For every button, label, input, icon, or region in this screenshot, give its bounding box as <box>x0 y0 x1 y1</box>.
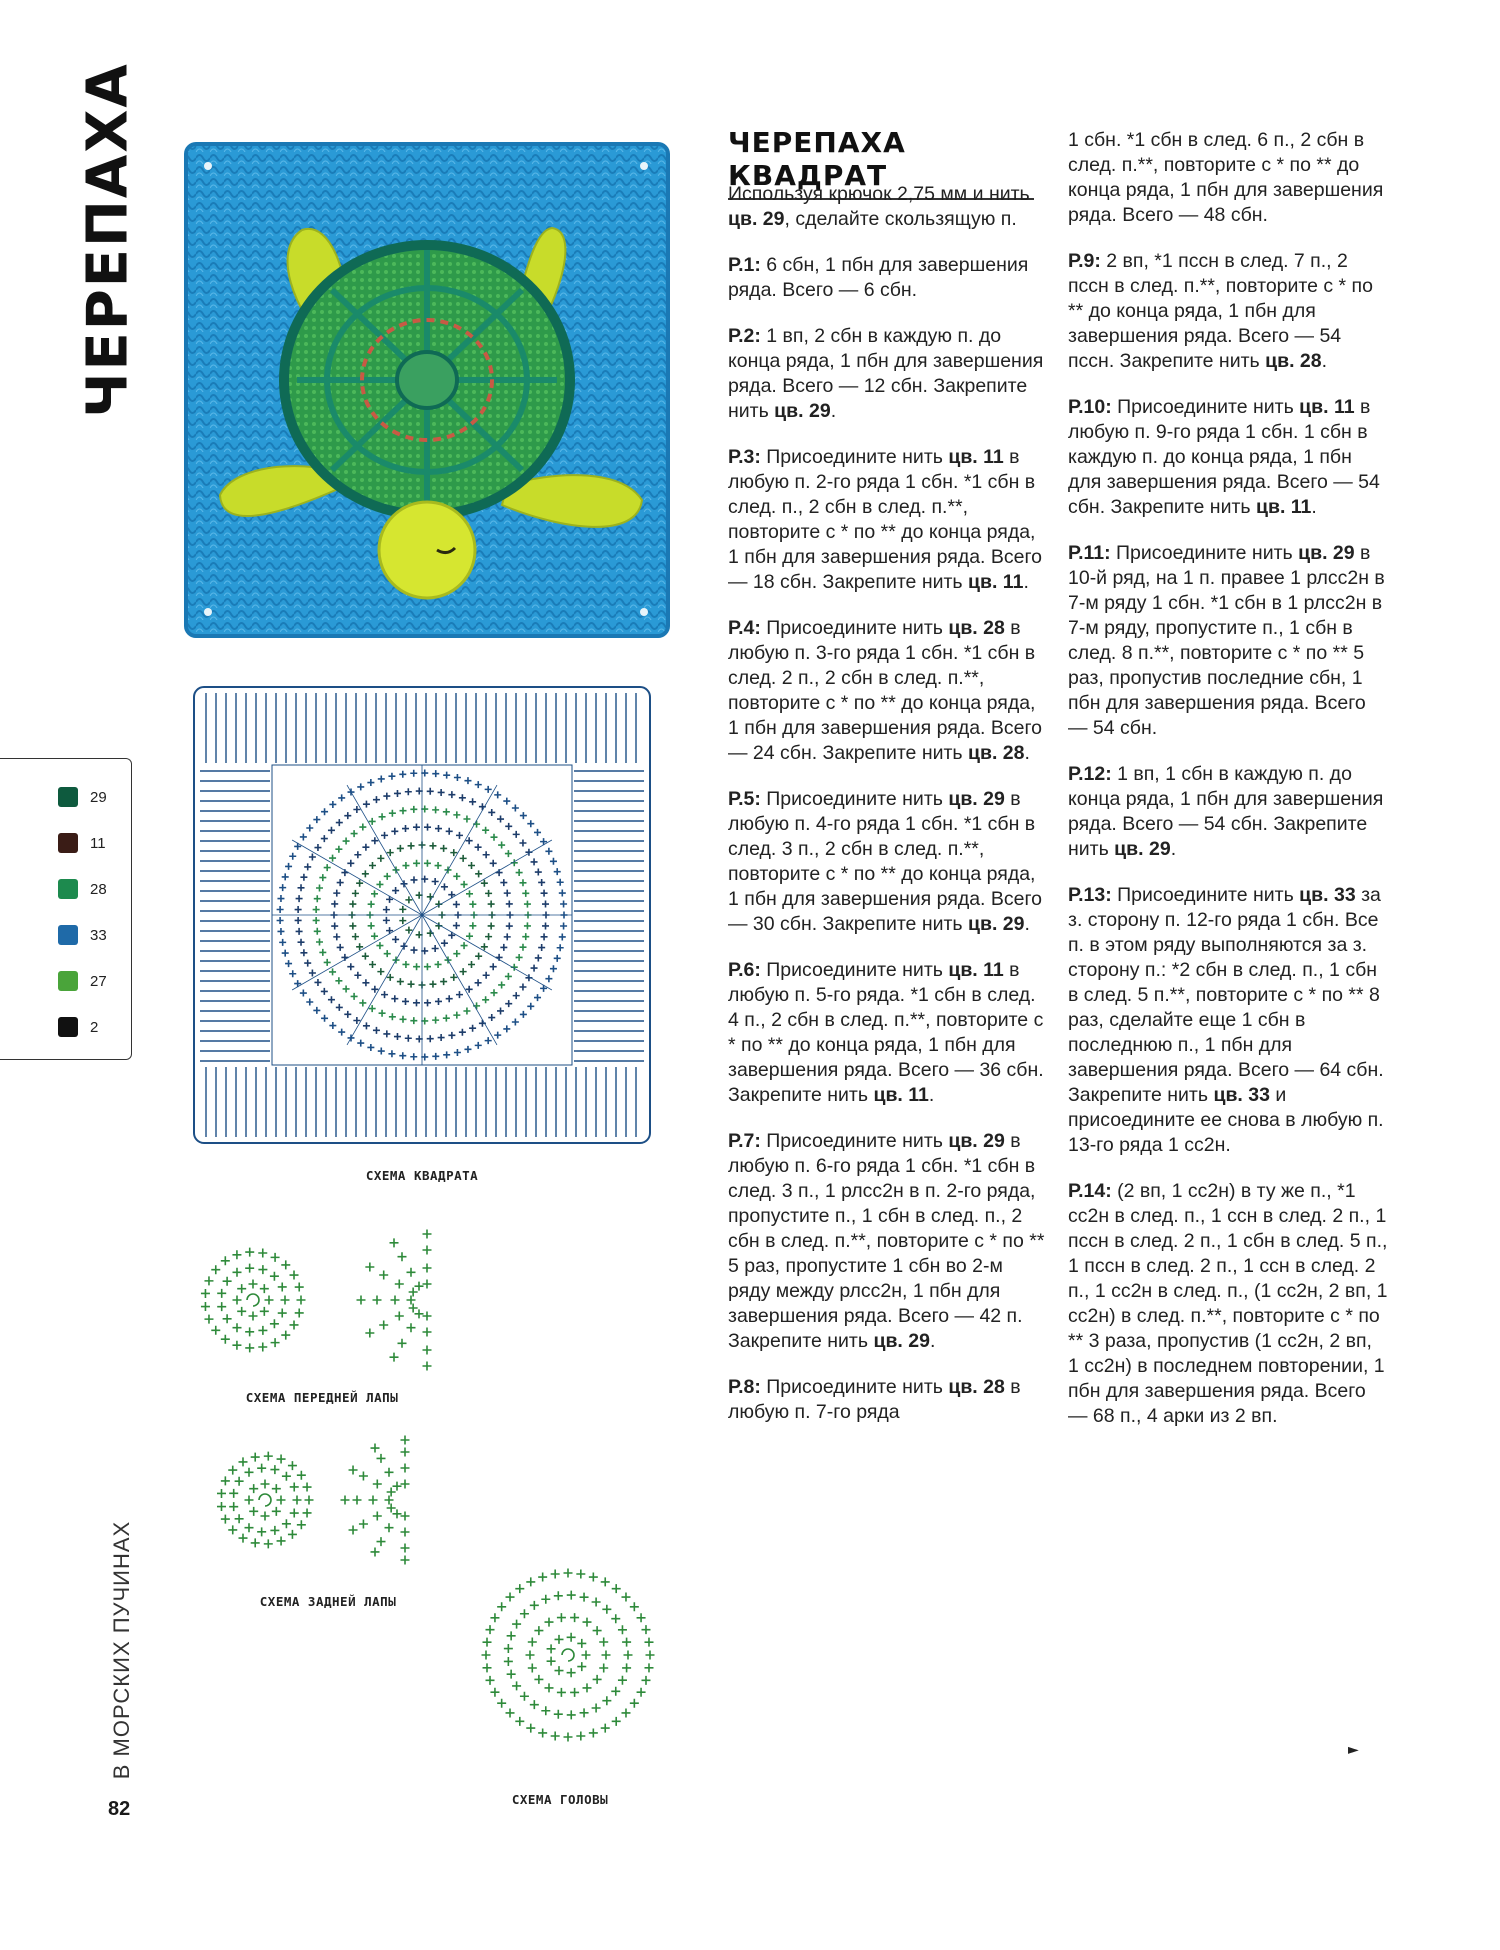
row-label: Р.1: <box>728 254 767 276</box>
row-label: Р.14: <box>1068 1180 1118 1202</box>
pattern-title: ЧЕРЕПАХА КВАДРАТ <box>728 126 1034 200</box>
row-label: Р.8: <box>728 1376 767 1398</box>
page-number: 82 <box>108 1798 131 1820</box>
pattern-row: Р.8: Присоедините нить цв. 28 в любую п. 7-го ряда <box>728 1376 1021 1423</box>
legend-label: 29 <box>90 788 107 806</box>
pattern-row: Используя крючок 2,75 мм и нить цв. 29, сделайте скользящую п. <box>728 183 1030 230</box>
legend-item <box>58 1015 98 1039</box>
legend-item <box>58 831 106 855</box>
turtle-square-photo <box>182 140 672 640</box>
side-title-text: ЧЕРЕПАХА <box>75 62 141 418</box>
row-label: Р.7: <box>728 1130 767 1152</box>
back-leg-chart-caption: СХЕМА ЗАДНЕЙ ЛАПЫ <box>259 1594 397 1609</box>
legend-label: 11 <box>90 834 106 852</box>
pattern-row: Р.9: 2 вп, *1 пссн в след. 7 п., 2 пссн в след. п.**, повторите с * по ** до конца ряда, 1 пбн для завершения ряда. Всего — 54 пссн. Закрепите нить цв. 28. <box>1068 250 1373 372</box>
pattern-row: Р.13: Присоедините нить цв. 33 за з. сторону п. 12-го ряда 1 сбн. Все п. в этом ряду выполняются за з. сторону п.: *2 сбн в след. п., 1 сбн в след. 5 п.**, повторите с * по ** 8 раз, сделайте еще 1 сбн в последнюю п., 1 пбн для завершения ряда. Всего — 64 сбн. Закрепите нить цв. 33 и присоедините ее снова в любую п. 13-го ряда 1 сс2н. <box>1068 884 1384 1156</box>
pattern-row: 1 сбн. *1 сбн в след. 6 п., 2 сбн в след. п.**, повторите с * по ** до конца ряда, 1 пбн для завершения ряда. Всего — 48 сбн. <box>1068 129 1384 226</box>
pattern-row: Р.12: 1 вп, 1 сбн в каждую п. до конца ряда, 1 пбн для завершения ряда. Всего — 54 сбн. Закрепите нить цв. 29. <box>1068 763 1384 860</box>
pattern-row: Р.7: Присоедините нить цв. 29 в любую п. 6-го ряда 1 сбн. *1 сбн в след. 3 п., 1 рлсс2н в п. 2-го ряда, пропустите п., 1 сбн в след. п., 2 сбн в след. п.**, повторите с * по ** 5 раз, пропустите 1 сбн во 2-м ряду между рлсс2н, 1 пбн для завершения ряда. Всего — 42 п. Закрепите нить цв. 29. <box>728 1130 1045 1352</box>
row-label: Р.2: <box>728 325 767 347</box>
legend-swatch <box>58 971 78 991</box>
row-label: Р.11: <box>1068 542 1117 564</box>
pattern-row: Р.6: Присоедините нить цв. 11 в любую п. 5-го ряда. *1 сбн в след. 4 п., 2 сбн в след. п.**, повторите с * по ** до конца ряда, 1 пбн для завершения ряда. Всего — 36 сбн. Закрепите нить цв. 11. <box>728 959 1044 1106</box>
next-page-arrow-icon: ► <box>1348 1742 1359 1758</box>
row-label: Р.6: <box>728 959 767 981</box>
pattern-row: Р.4: Присоедините нить цв. 28 в любую п. 3-го ряда 1 сбн. *1 сбн в след. 2 п., 2 сбн в след. п.**, повторите с * по ** до конца ряда, 1 пбн для завершения ряда. Всего — 24 сбн. Закрепите нить цв. 28. <box>728 617 1043 764</box>
section-label-text: В МОРСКИХ ПУЧИНАХ <box>109 1520 134 1780</box>
pattern-row: Р.10: Присоедините нить цв. 11 в любую п. 9-го ряда 1 сбн. 1 сбн в каждую п. до конца ряда, 1 пбн для завершения ряда. Всего — 54 сбн. Закрепите нить цв. 11. <box>1068 396 1380 518</box>
square-chart <box>192 685 652 1145</box>
side-title <box>58 62 158 418</box>
row-label: Р.3: <box>728 446 767 468</box>
row-label: Р.13: <box>1068 884 1118 906</box>
pattern-row: Р.1: 6 сбн, 1 пбн для завершения ряда. Всего — 6 сбн. <box>728 254 1029 301</box>
pattern-row: Р.2: 1 вп, 2 сбн в каждую п. до конца ряда, 1 пбн для завершения ряда. Всего — 12 сбн. Закрепите нить цв. 29. <box>728 325 1044 422</box>
legend-item <box>58 923 107 947</box>
legend-item <box>58 785 107 809</box>
legend-item <box>58 969 107 993</box>
head-chart <box>458 1545 678 1765</box>
pattern-row: Р.11: Присоедините нить цв. 29 в 10-й ряд, на 1 п. правее 1 рлсс2н в 7-м ряду 1 сбн. *1 сбн в 1 рлсс2н в 7-м ряду, пропустите п., 1 сбн в след. 8 п.**, повторите с * по ** 5 раз, пропустив последние сбн, 1 пбн для завершения ряда. Всего — 54 сбн. <box>1068 542 1385 739</box>
row-label: Р.10: <box>1068 396 1118 418</box>
legend-swatch <box>58 879 78 899</box>
legend-label: 33 <box>90 926 107 944</box>
color-legend <box>0 758 132 1060</box>
pattern-column-1 <box>728 182 1048 1446</box>
legend-label: 28 <box>90 880 107 898</box>
back-leg-chart <box>215 1432 435 1572</box>
pattern-row: Р.3: Присоедините нить цв. 11 в любую п. 2-го ряда 1 сбн. *1 сбн в след. п., 2 сбн в след. п.**, повторите с * по ** до конца ряда, 1 пбн для завершения ряда. Всего — 18 сбн. Закрепите нить цв. 11. <box>728 446 1043 593</box>
row-label: Р.9: <box>1068 250 1107 272</box>
pattern-row: Р.14: (2 вп, 1 сс2н) в ту же п., *1 сс2н в след. п., 1 ссн в след. 2 п., 1 пссн в след. 2 п., 1 сбн в след. 5 п., 1 пссн в след. 2 п., 1 ссн в след. 2 п., 1 сс2н в след. п., (1 сс2н, 2 вп, 1 сс2н) в след. п.**, повторите с * по ** 3 раза, пропустив (1 сс2н, 2 вп, 1 сс2н) в последнем повторении, 1 пбн для завершения ряда. Всего — 68 п., 4 арки из 2 вп. <box>1068 1180 1388 1427</box>
legend-swatch <box>58 925 78 945</box>
square-chart-caption: СХЕМА КВАДРАТА <box>365 1168 479 1183</box>
section-label <box>92 1520 152 1780</box>
head-chart-caption: СХЕМА ГОЛОВЫ <box>511 1792 609 1807</box>
legend-label: 27 <box>90 972 107 990</box>
pattern-column-2 <box>1068 128 1388 1450</box>
legend-swatch <box>58 833 78 853</box>
pattern-row: Р.5: Присоедините нить цв. 29 в любую п. 4-го ряда 1 сбн. *1 сбн в след. 3 п., 2 сбн в след. п.**, повторите с * по ** до конца ряда, 1 пбн для завершения ряда. Всего — 30 сбн. Закрепите нить цв. 29. <box>728 788 1043 935</box>
row-label: Р.12: <box>1068 763 1118 785</box>
legend-swatch <box>58 1017 78 1037</box>
row-label: Р.5: <box>728 788 767 810</box>
legend-swatch <box>58 787 78 807</box>
legend-item <box>58 877 107 901</box>
front-leg-chart-caption: СХЕМА ПЕРЕДНЕЙ ЛАПЫ <box>245 1390 399 1405</box>
row-label: Р.4: <box>728 617 767 639</box>
legend-label: 2 <box>90 1018 99 1036</box>
front-leg-chart <box>195 1222 445 1374</box>
